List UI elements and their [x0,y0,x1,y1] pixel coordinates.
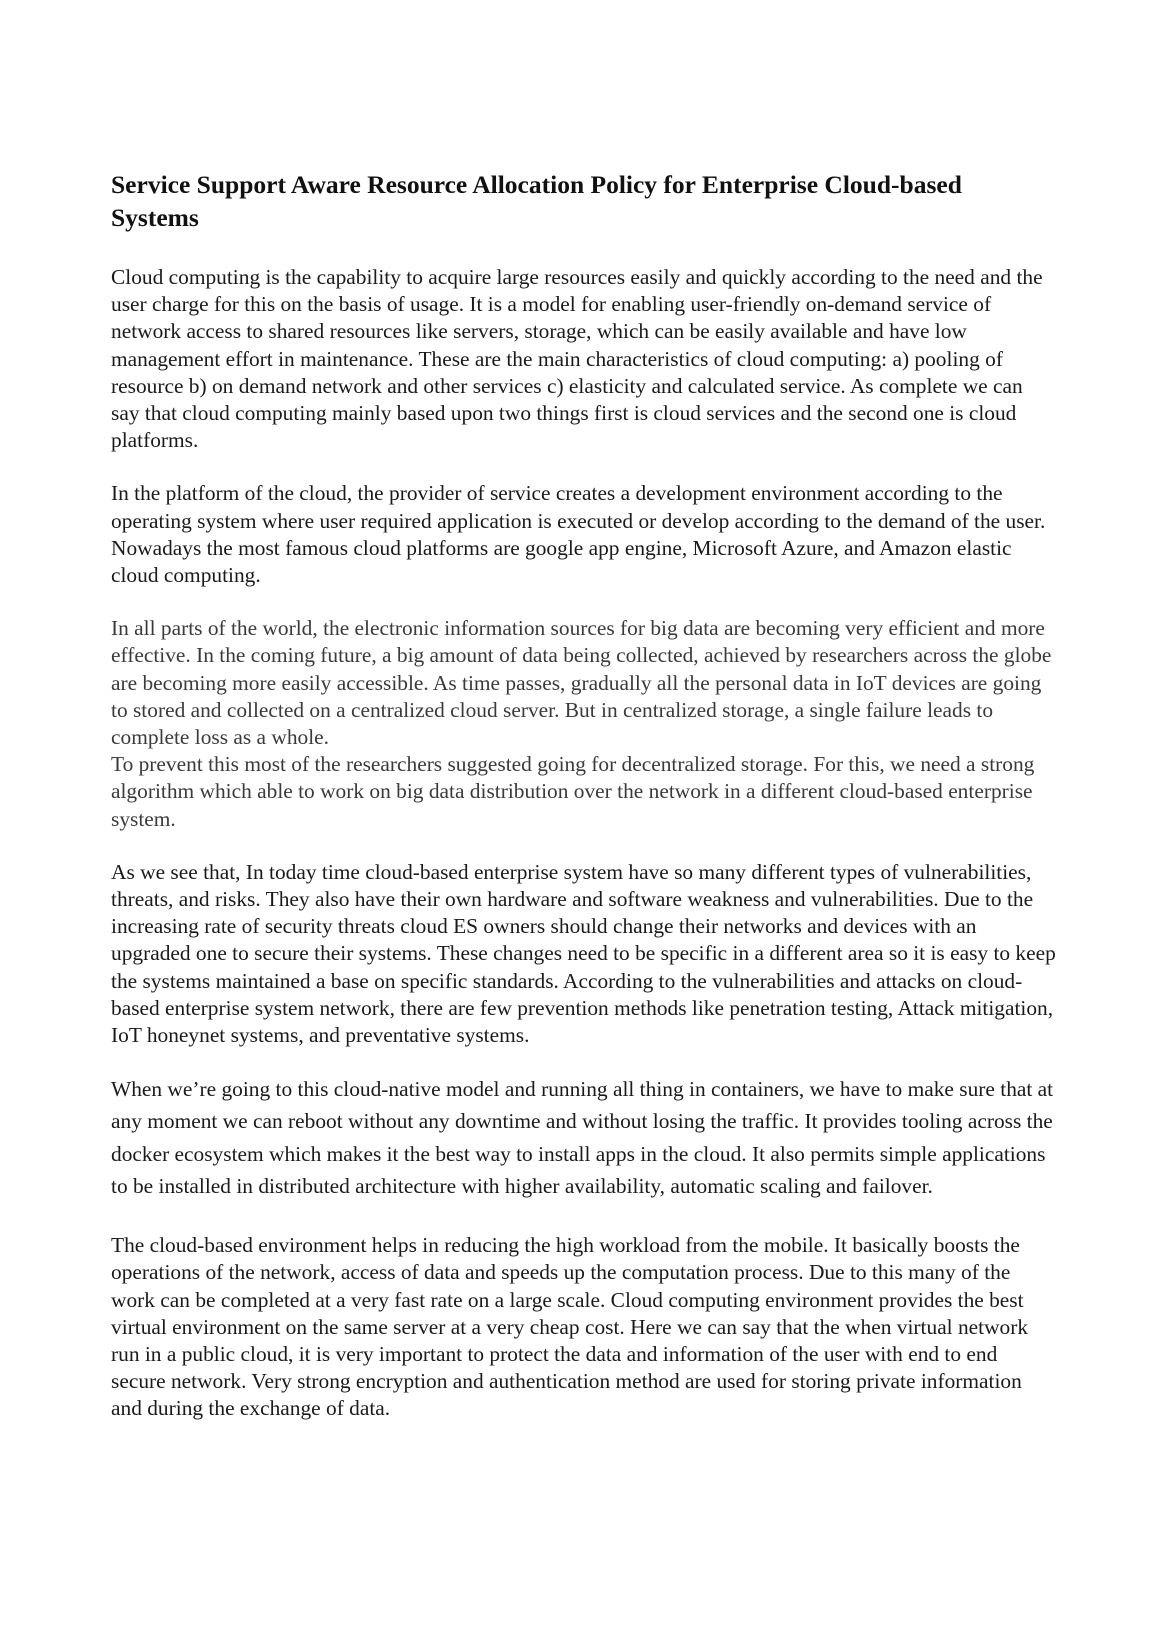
paragraph-mobile-workload: The cloud-based environment helps in reducing the high workload from the mobile. It basically boosts the operations of the network, access of data and speeds up the computation process. Due to this many of the work can be completed at a very fast rate on a large scale. Cloud computing environment provides the best virtual environment on the same server at a very cheap cost. Here we can say that the when virtual network run in a public cloud, it is very important to protect the data and information of the user with end to end secure network. Very strong encryption and authentication method are used for storing private information and during the exchange of data. [111,1233,1029,1421]
document-title: Service Support Aware Resource Allocation Policy for Enterprise Cloud-based Systems [111,170,962,232]
paragraph-cloud-platforms: In the platform of the cloud, the provider of service creates a development environment according to the operating system where user required application is executed or develop according to the demand of the user. Nowadays the most famous cloud platforms are google app engine, Microsoft Azure, and Amazon elastic cloud computing. [111,481,1046,588]
paragraph-cloud-native-containers: When we’re going to this cloud-native model and running all thing in containers, we have to make sure that at any moment we can reboot without any downtime and without losing the traffic. It provides tooling across the docker ecosystem which makes it the best way to install apps in the cloud. It also permits simple applications to be installed in distributed architecture with higher availability, automatic scaling and failover. [111,1077,1054,1198]
paragraph-big-data-sources: In all parts of the world, the electronic information sources for big data are becoming very efficient and more effective. In the coming future, a big amount of data being collected, achieved by researchers across the globe are becoming more easily accessible. As time passes, gradually all the personal data in IoT devices are going to stored and collected on a centralized cloud server. But in centralized storage, a single failure leads to complete loss as a whole. [111,616,1052,750]
document-page [111,168,1056,1449]
paragraph-cloud-computing-definition: Cloud computing is the capability to acquire large resources easily and quickly according to the need and the user charge for this on the basis of usage. It is a model for enabling user-friendly on-demand service of network access to shared resources like servers, storage, which can be easily available and have low management effort in maintenance. These are the main characteristics of cloud computing: a) pooling of resource b) on demand network and other services c) elasticity and calculated service. As complete we can say that cloud computing mainly based upon two things first is cloud services and the second one is cloud platforms. [111,265,1043,453]
paragraph-decentralized-storage: To prevent this most of the researchers suggested going for decentralized storage. For this, we need a strong algorithm which able to work on big data distribution over the network in a different cloud-based enterprise system. [111,752,1035,831]
paragraph-enterprise-vulnerabilities: As we see that, In today time cloud-based enterprise system have so many different types of vulnerabilities, threats, and risks. They also have their own hardware and software weakness and vulnerabilities. Due to the increasing rate of security threats cloud ES owners should change their networks and devices with an upgraded one to secure their systems. These changes need to be specific in a different area so it is easy to keep the systems maintained a base on specific standards. According to the vulnerabilities and attacks on cloud-based enterprise system network, there are few prevention methods like penetration testing, Attack mitigation, IoT honeynet systems, and preventative systems. [111,859,1056,1048]
